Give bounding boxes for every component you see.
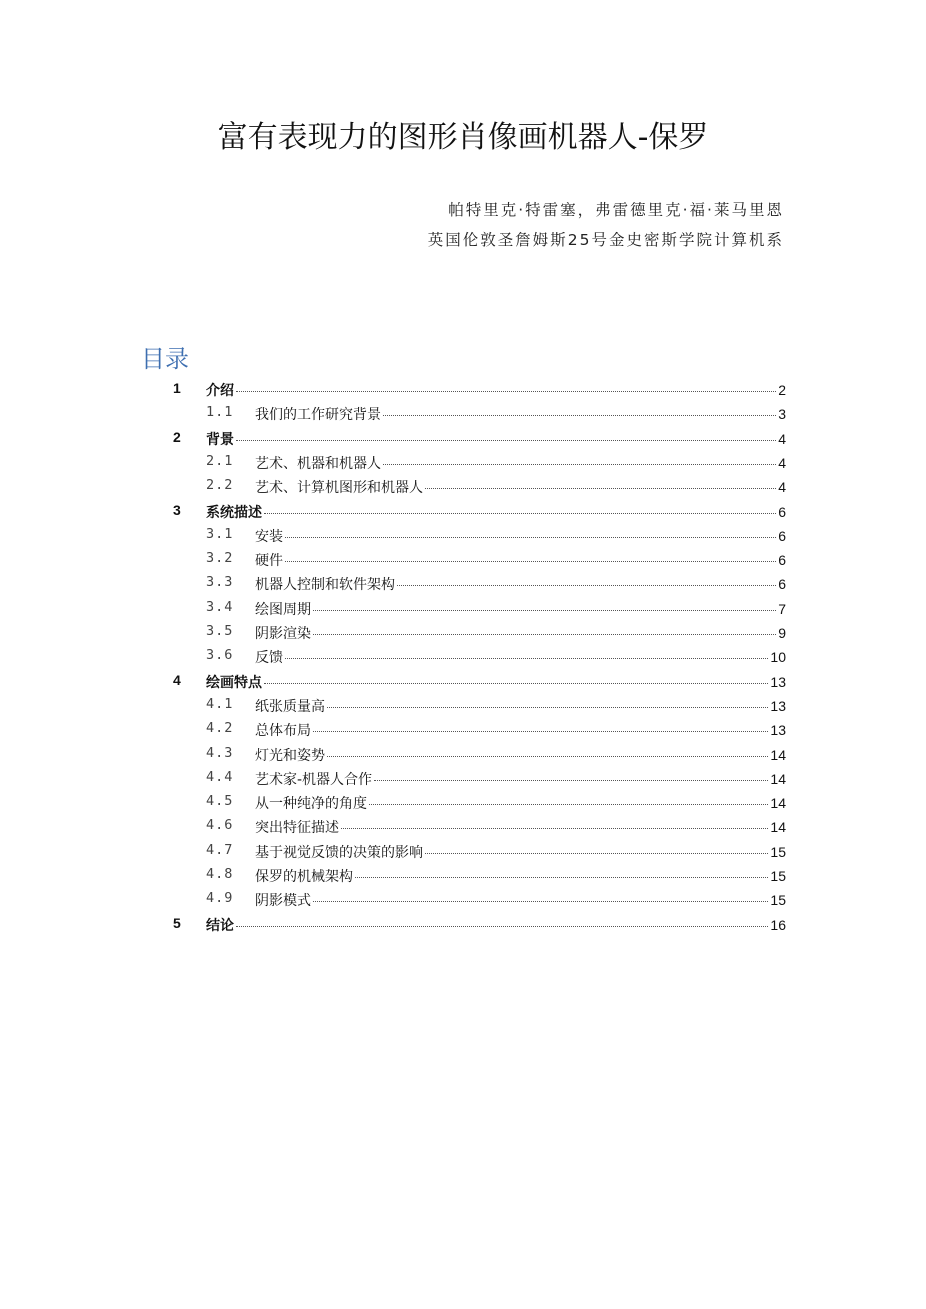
- toc-dot-leader: [425, 488, 776, 489]
- toc-entry-title: 艺术家-机器人合作: [255, 771, 373, 788]
- toc-dot-leader: [285, 658, 768, 659]
- toc-dot-leader: [313, 610, 776, 611]
- toc-dot-leader: [236, 440, 776, 441]
- toc-entry[interactable]: [0, 550, 926, 572]
- toc-entry-page: 14: [770, 819, 786, 836]
- toc-entry-page: 6: [778, 527, 786, 544]
- toc-entry-title: 介绍: [206, 383, 234, 399]
- toc-entry[interactable]: [0, 404, 926, 426]
- toc-dot-leader: [355, 877, 768, 878]
- toc-entry-title: 安装: [255, 528, 283, 545]
- toc-entry-number: 3.5: [206, 623, 234, 639]
- toc-entry-number: 4.7: [206, 841, 234, 858]
- toc-entry-page: 14: [770, 770, 786, 787]
- toc-dot-leader: [327, 707, 768, 708]
- toc-entry-page: 6: [778, 503, 786, 520]
- toc-entry-title: 灯光和姿势: [255, 747, 325, 764]
- toc-entry-page: 14: [770, 795, 786, 812]
- toc-entry-number: 2: [173, 428, 181, 445]
- toc-entry-number: 3.4: [206, 598, 234, 615]
- toc-heading: 目录: [141, 345, 189, 373]
- affiliation-line: 英国伦敦圣詹姆斯25号金史密斯学院计算机系: [427, 231, 784, 249]
- toc-entry-number: 2.2: [206, 477, 234, 494]
- toc-entry-page: 4: [778, 430, 786, 447]
- toc-dot-leader: [383, 415, 776, 416]
- toc-dot-leader: [341, 828, 768, 829]
- toc-entry-page: 4: [778, 479, 786, 496]
- toc-entry-title: 从一种纯净的角度: [255, 796, 367, 813]
- toc-entry-title: 阴影模式: [255, 893, 311, 910]
- toc-entry[interactable]: [0, 915, 926, 937]
- toc-entry-number: 4.2: [206, 720, 234, 737]
- toc-dot-leader: [313, 731, 768, 732]
- toc-entry[interactable]: [0, 842, 926, 864]
- toc-entry-number: 5: [173, 914, 181, 931]
- toc-entry[interactable]: [0, 696, 926, 718]
- toc-entry[interactable]: [0, 890, 926, 912]
- toc-entry-number: 4: [173, 671, 181, 688]
- toc-dot-leader: [383, 464, 776, 465]
- toc-entry-title: 阴影渲染: [255, 626, 311, 642]
- toc-dot-leader: [264, 513, 776, 514]
- toc-entry[interactable]: [0, 574, 926, 596]
- toc-entry[interactable]: [0, 526, 926, 548]
- toc-dot-leader: [397, 585, 776, 586]
- toc-entry[interactable]: [0, 380, 926, 402]
- toc-entry-page: 2: [778, 382, 786, 398]
- toc-entry-number: 4.3: [206, 744, 234, 761]
- toc-entry-title: 我们的工作研究背景: [255, 407, 381, 424]
- toc-entry[interactable]: [0, 477, 926, 499]
- toc-entry-title: 总体布局: [255, 723, 311, 740]
- toc-entry-number: 4.1: [206, 695, 234, 712]
- toc-entry-page: 16: [770, 916, 786, 933]
- toc-entry-title: 反馈: [255, 650, 283, 667]
- toc-entry-page: 7: [778, 600, 786, 617]
- toc-entry-title: 纸张质量高: [255, 698, 325, 715]
- toc-entry-page: 9: [778, 625, 786, 641]
- toc-dot-leader: [285, 561, 776, 562]
- toc-entry-number: 3.2: [206, 550, 234, 567]
- toc-entry-number: 4.8: [206, 866, 234, 882]
- toc-entry[interactable]: [0, 745, 926, 767]
- toc-entry-page: 15: [770, 843, 786, 860]
- toc-entry[interactable]: [0, 720, 926, 742]
- toc-entry[interactable]: [0, 623, 926, 645]
- toc-entry-page: 13: [770, 673, 786, 690]
- toc-entry-title: 绘画特点: [206, 674, 262, 691]
- toc-entry-page: 6: [778, 576, 786, 593]
- toc-entry-number: 4.5: [206, 793, 234, 810]
- toc-entry-number: 3.3: [206, 574, 234, 591]
- toc-entry-page: 13: [770, 697, 786, 714]
- toc-dot-leader: [425, 853, 768, 854]
- toc-dot-leader: [374, 780, 768, 781]
- toc-entry-page: 13: [770, 722, 786, 739]
- toc-entry[interactable]: [0, 502, 926, 524]
- toc-dot-leader: [369, 804, 768, 805]
- toc-entry-title: 机器人控制和软件架构: [255, 577, 395, 594]
- toc-entry-number: 3: [173, 501, 181, 518]
- toc-dot-leader: [313, 634, 776, 635]
- toc-dot-leader: [327, 756, 768, 757]
- toc-entry-number: 3.1: [206, 525, 234, 542]
- toc-entry-number: 4.4: [206, 768, 234, 785]
- toc-entry-number: 2.1: [206, 452, 234, 469]
- toc-entry-title: 突出特征描述: [255, 820, 339, 837]
- toc-entry-number: 1.1: [206, 404, 234, 421]
- toc-entry-title: 保罗的机械架构: [255, 869, 353, 885]
- toc-entry-page: 4: [778, 454, 786, 471]
- toc-entry-title: 艺术、机器和机器人: [255, 455, 381, 472]
- toc-entry-title: 背景: [206, 431, 234, 448]
- toc-entry-number: 4.9: [206, 890, 234, 907]
- toc-entry[interactable]: [0, 769, 926, 791]
- toc-entry-title: 结论: [206, 917, 234, 934]
- authors-line: 帕特里克·特雷塞，弗雷德里克·福·莱马里恩: [448, 201, 784, 219]
- toc-entry-title: 硬件: [255, 553, 283, 570]
- toc-entry-page: 10: [770, 649, 786, 666]
- toc-entry[interactable]: [0, 599, 926, 621]
- toc-entry[interactable]: [0, 453, 926, 475]
- toc-entry-page: 15: [770, 868, 786, 884]
- toc-dot-leader: [236, 391, 776, 392]
- toc-dot-leader: [313, 901, 768, 902]
- toc-entry[interactable]: [0, 866, 926, 888]
- toc-entry[interactable]: [0, 817, 926, 839]
- toc-entry-page: 14: [770, 746, 786, 763]
- toc-entry-title: 系统描述: [206, 504, 262, 521]
- toc-entry[interactable]: [0, 429, 926, 451]
- toc-entry[interactable]: [0, 793, 926, 815]
- toc-entry-number: 1: [173, 380, 181, 396]
- toc-entry[interactable]: [0, 672, 926, 694]
- toc-entry[interactable]: [0, 647, 926, 669]
- toc-entry-number: 4.6: [206, 817, 234, 834]
- toc-entry-page: 3: [778, 406, 786, 423]
- document-title: 富有表现力的图形肖像画机器人-保罗: [217, 120, 709, 155]
- toc-entry-page: 15: [770, 892, 786, 909]
- toc-entry-title: 基于视觉反馈的决策的影响: [255, 844, 423, 861]
- toc-entry-page: 6: [778, 552, 786, 569]
- toc-entry-title: 绘图周期: [255, 601, 311, 618]
- toc-dot-leader: [264, 683, 768, 684]
- toc-entry-title: 艺术、计算机图形和机器人: [255, 480, 423, 497]
- toc-dot-leader: [285, 537, 776, 538]
- toc-entry-number: 3.6: [206, 647, 234, 664]
- toc-dot-leader: [236, 926, 768, 927]
